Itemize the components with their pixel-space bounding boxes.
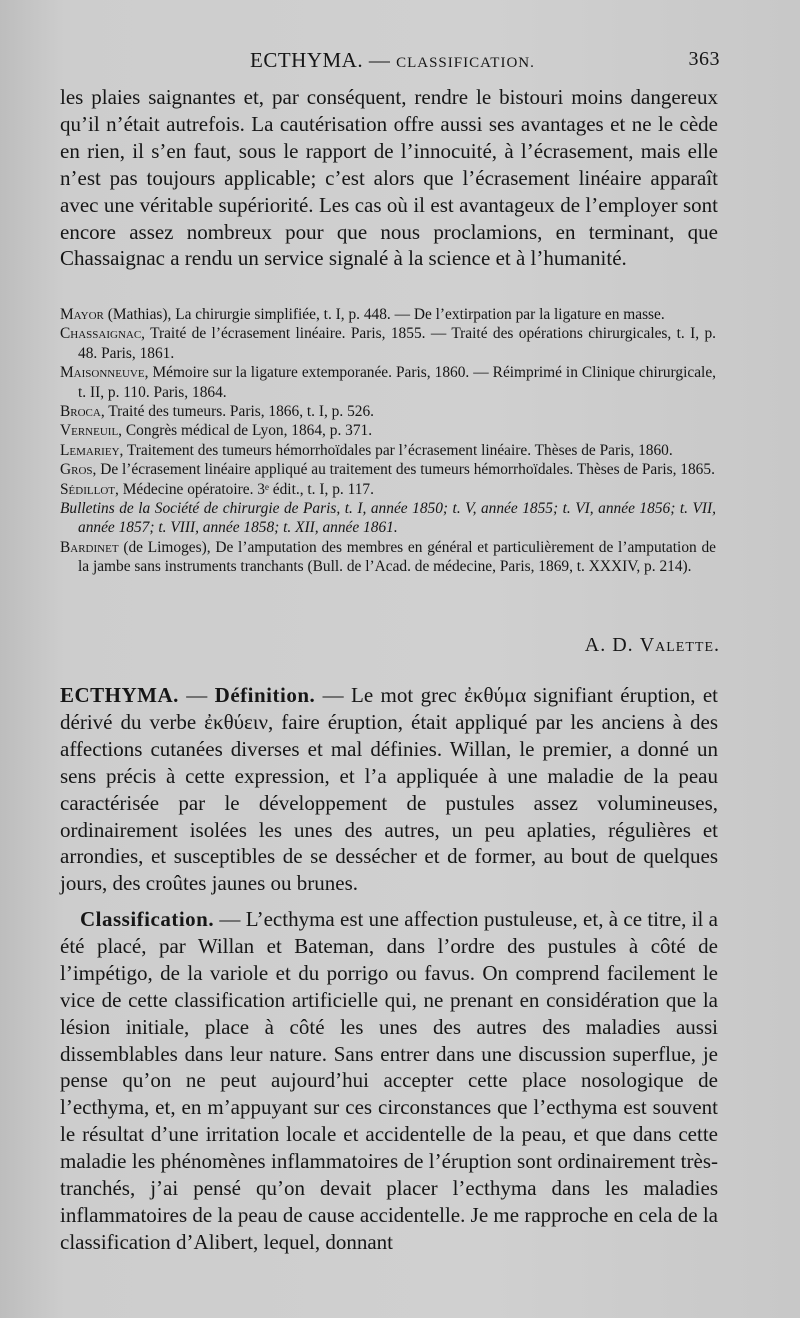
reference-author: Sédillot (60, 480, 115, 498)
running-title-separator: — (363, 48, 397, 72)
reference-item (60, 363, 716, 402)
reference-text: Bulletins de la Société de chirurgie de Paris, t. I, année 1850; t. V, année 1855; t. VI, année 1856; t. VII, année 1857; t. VIII, année 1858; t. XII, année 1861. (60, 500, 716, 537)
running-title-sub: CLASSIFICATION. (396, 55, 535, 71)
heading-dash: — (315, 683, 352, 707)
heading-dash: — (214, 907, 246, 931)
reference-author: Verneuil (60, 422, 119, 440)
bibliography (60, 305, 716, 577)
reference-author: Chassaignac (60, 325, 142, 343)
reference-text: , Traité des tumeurs. Paris, 1866, t. I, p. 526. (100, 403, 375, 421)
signature-initials: A. D. (584, 634, 640, 656)
running-title (250, 48, 535, 73)
reference-item (60, 460, 716, 479)
reference-text: , De l’écrasement linéaire appliqué au traitement des tumeurs hémorrhoïdales. Thèses de Paris, 1865. (92, 461, 715, 479)
heading-separator: — (178, 683, 215, 707)
section-heading-definition: Définition. (214, 683, 316, 707)
page-number: 363 (688, 48, 720, 70)
reference-item (60, 499, 716, 538)
reference-text: , Médecine opératoire. 3ᵉ édit., t. I, p. 117. (115, 480, 374, 498)
classification-text: L’ecthyma est une affection pustuleuse, et, à ce titre, il a été placé, par Willan et Bateman, dans l’ordre des pustules à côté de l’impétigo, de la variole et du porrigo ou favus. On comprend facilement le vice de cette classification artificielle qui, ne prenant en considération que la lésion initiale, place à côté les unes des autres des maladies aussi dissemblables dans leur nature. Sans entrer dans une discussion superflue, je pense qu’on ne peut aujourd’hui accepter cette place nosologique de l’ecthyma, et, en m’appuyant sur ces circonstances que l’ecthyma est souvent le résultat d’une irritation locale et accidentelle de la peau, et que dans cette maladie les phénomènes inflammatoires de l’éruption sont ordinairement très-tranchés, j’ai pensé qu’on devait placer l’ecthyma dans les maladies inflammatoires de la peau de cause accidentelle. Je me rapproche en cela de la classification d’Alibert, lequel, donnant (60, 907, 718, 1254)
reference-text: , Congrès médical de Lyon, 1864, p. 371. (118, 422, 373, 440)
reference-author: Mayor (60, 306, 104, 323)
running-header (60, 48, 720, 76)
reference-item (60, 480, 716, 499)
author-signature (585, 634, 720, 657)
section-heading-classification: Classification. (80, 907, 215, 931)
paragraph-indent (60, 907, 80, 931)
reference-text: (Mathias), La chirurgie simplifiée, t. I, p. 448. — De l’extirpation par la ligature en masse. (103, 306, 665, 323)
reference-author: Bardinet (60, 538, 119, 556)
section-definition (60, 682, 718, 897)
reference-author: Broca (60, 403, 101, 421)
reference-author: Maisonneuve (60, 364, 145, 382)
reference-author: Lemariey (60, 441, 120, 459)
section-heading-ecthyma: ECTHYMA. (60, 683, 179, 707)
running-title-main: ECTHYMA. (250, 48, 364, 72)
signature-name: Valette. (639, 634, 720, 656)
reference-author: Gros (60, 461, 93, 479)
reference-text: (de Limoges), De l’amputation des membres en général et particulièrement de l’amputation de la jambe sans instruments tranchants (Bull. de l’Acad. de médecine, Paris, 1869, t. XXXIV, p. 214). (78, 538, 716, 576)
reference-item (60, 421, 716, 440)
definition-text: Le mot grec ἐκθύμα signifiant éruption, et dérivé du verbe ἐκθύειν, faire éruption, était appliqué par les anciens à des affections cutanées diverses et mal définies. Willan, le premier, a donné un sens précis à cette expression, et l’a appliquée à une maladie de la peau caractérisée par le développement de pustules assez volumineuses, ordinairement isolées les unes des autres, un peu aplaties, régulières et arrondies, et susceptibles de se dessécher et de former, au bout de quelques jours, des croûtes jaunes ou brunes. (60, 683, 719, 896)
reference-item (60, 305, 716, 324)
reference-item (60, 402, 716, 421)
reference-item (60, 538, 716, 577)
paragraph-continuation: les plaies saignantes et, par conséquent, rendre le bistouri moins dangereux qu’il n’était autrefois. La cautérisation offre aussi ses avantages et ne le cède en rien, il s’en faut, sous le rapport de l’innocuité, à l’écrasement, mais elle n’est pas toujours applicable; c’est alors que l’écrasement linéaire apparaît avec une véritable supériorité. Les cas où il est avantageux de l’employer sont encore assez nombreux pour que nous proclamions, en terminant, que Chassaignac a rendu un service signalé à la science et à l’humanité. (60, 85, 718, 271)
reference-text: , Traité de l’écrasement linéaire. Paris, 1855. — Traité des opérations chirurgicales, t. I, p. 48. Paris, 1861. (78, 325, 716, 362)
reference-text: , Mémoire sur la ligature extemporanée. Paris, 1860. — Réimprimé in Clinique chirurgicale, t. II, p. 110. Paris, 1864. (78, 364, 716, 401)
section-classification (60, 906, 718, 1256)
reference-text: , Traitement des tumeurs hémorrhoïdales par l’écrasement linéaire. Thèses de Paris, 1860. (119, 441, 673, 459)
reference-item (60, 324, 716, 363)
reference-item (60, 441, 716, 460)
